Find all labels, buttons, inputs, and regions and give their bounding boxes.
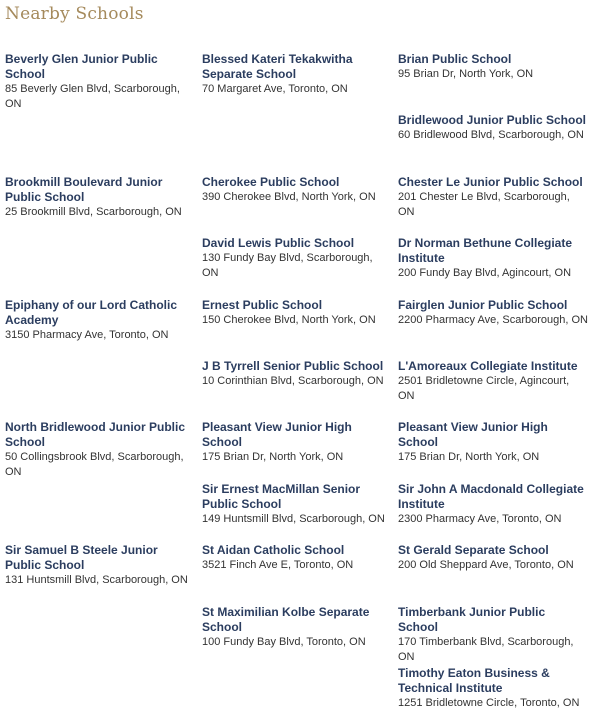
school-entry — [202, 52, 398, 113]
school-address: 25 Brookmill Blvd, Scarborough, ON — [5, 205, 182, 218]
school-entry — [202, 175, 398, 236]
school-entry — [5, 175, 202, 236]
school-address: 175 Brian Dr, North York, ON — [398, 451, 540, 464]
school-entry — [398, 482, 594, 543]
school-link[interactable]: Pleasant View Junior High School — [202, 420, 352, 450]
school-link[interactable]: Sir John A Macdonald Collegiate Institute — [398, 481, 584, 511]
section-title: Nearby Schools — [5, 4, 144, 24]
school-address: 10 Corinthian Blvd, Scarborough, ON — [202, 374, 384, 387]
school-link[interactable]: Ernest Public School — [202, 297, 323, 312]
school-entry — [202, 482, 398, 543]
school-link[interactable]: Epiphany of our Lord Catholic Academy — [5, 297, 177, 327]
school-entry — [5, 543, 202, 604]
school-link[interactable]: L'Amoreaux Collegiate Institute — [398, 358, 578, 373]
school-link[interactable]: Chester Le Junior Public School — [398, 174, 583, 189]
school-entry — [202, 236, 398, 297]
school-entry — [5, 298, 202, 359]
school-address: 70 Margaret Ave, Toronto, ON — [202, 83, 348, 95]
school-entry — [5, 420, 202, 481]
school-link[interactable]: Timberbank Junior Public School — [398, 604, 546, 634]
school-link[interactable]: Pleasant View Junior High School — [398, 420, 548, 450]
school-entry — [202, 298, 398, 359]
school-address: 1251 Bridletowne Circle, Toronto, ON — [398, 696, 580, 709]
school-link[interactable]: Timothy Eaton Business & Technical Institute — [398, 665, 550, 695]
school-address: 200 Fundy Bay Blvd, Agincourt, ON — [398, 267, 572, 280]
school-entry — [202, 543, 398, 604]
school-link[interactable]: Brookmill Boulevard Junior Public School — [5, 174, 163, 204]
school-link[interactable]: Blessed Kateri Tekakwitha Separate School — [202, 52, 353, 81]
school-entry — [202, 605, 398, 666]
school-link[interactable]: Cherokee Public School — [202, 174, 340, 189]
school-link[interactable]: Fairglen Junior Public School — [398, 297, 568, 312]
school-address: 2300 Pharmacy Ave, Toronto, ON — [398, 512, 562, 525]
school-address: 60 Bridlewood Blvd, Scarborough, ON — [398, 129, 584, 142]
school-address: 131 Huntsmill Blvd, Scarborough, ON — [5, 574, 188, 587]
school-address: 200 Old Sheppard Ave, Toronto, ON — [398, 559, 574, 572]
school-link[interactable]: St Gerald Separate School — [398, 543, 549, 558]
school-link[interactable]: Bridlewood Junior Public School — [398, 113, 587, 128]
school-link[interactable]: Dr Norman Bethune Collegiate Institute — [398, 236, 573, 266]
school-address: 3150 Pharmacy Ave, Toronto, ON — [5, 328, 169, 341]
school-entry — [398, 420, 594, 481]
school-entry — [398, 543, 594, 604]
school-address: 170 Timberbank Blvd, Scarborough, ON — [398, 635, 574, 663]
school-address: 150 Cherokee Blvd, North York, ON — [202, 313, 376, 326]
school-link[interactable]: David Lewis Public School — [202, 236, 355, 251]
school-address: 85 Beverly Glen Blvd, Scarborough, ON — [5, 83, 180, 110]
school-link[interactable]: J B Tyrrell Senior Public School — [202, 358, 384, 373]
school-address: 130 Fundy Bay Blvd, Scarborough, ON — [202, 252, 373, 280]
school-address: 390 Cherokee Blvd, North York, ON — [202, 190, 376, 203]
school-entry — [398, 359, 594, 420]
school-link[interactable]: St Maximilian Kolbe Separate School — [202, 604, 370, 634]
school-link[interactable]: North Bridlewood Junior Public School — [5, 420, 185, 450]
school-address: 201 Chester Le Blvd, Scarborough, ON — [398, 190, 570, 218]
school-entry — [398, 666, 594, 727]
school-address: 95 Brian Dr, North York, ON — [398, 68, 534, 80]
school-entry — [398, 236, 594, 297]
school-address: 3521 Finch Ave E, Toronto, ON — [202, 559, 354, 572]
school-link[interactable]: Beverly Glen Junior Public School — [5, 52, 158, 81]
school-entry — [398, 113, 594, 174]
school-link[interactable]: Sir Ernest MacMillan Senior Public School — [202, 481, 361, 511]
school-link[interactable]: Sir Samuel B Steele Junior Public School — [5, 543, 158, 573]
school-address: 175 Brian Dr, North York, ON — [202, 451, 344, 464]
school-entry — [398, 175, 594, 236]
school-entry — [202, 420, 398, 481]
school-address: 100 Fundy Bay Blvd, Toronto, ON — [202, 635, 366, 648]
school-entry — [398, 298, 594, 359]
school-link[interactable]: Brian Public School — [398, 52, 512, 66]
schools-grid — [5, 52, 594, 727]
school-entry — [398, 605, 594, 666]
school-entry — [202, 359, 398, 420]
school-entry — [398, 52, 594, 113]
school-address: 2200 Pharmacy Ave, Scarborough, ON — [398, 313, 588, 326]
school-address: 149 Huntsmill Blvd, Scarborough, ON — [202, 512, 385, 525]
school-address: 2501 Bridletowne Circle, Agincourt, ON — [398, 374, 570, 402]
school-entry — [5, 52, 202, 113]
school-link[interactable]: St Aidan Catholic School — [202, 543, 345, 558]
school-address: 50 Collingsbrook Blvd, Scarborough, ON — [5, 451, 184, 479]
